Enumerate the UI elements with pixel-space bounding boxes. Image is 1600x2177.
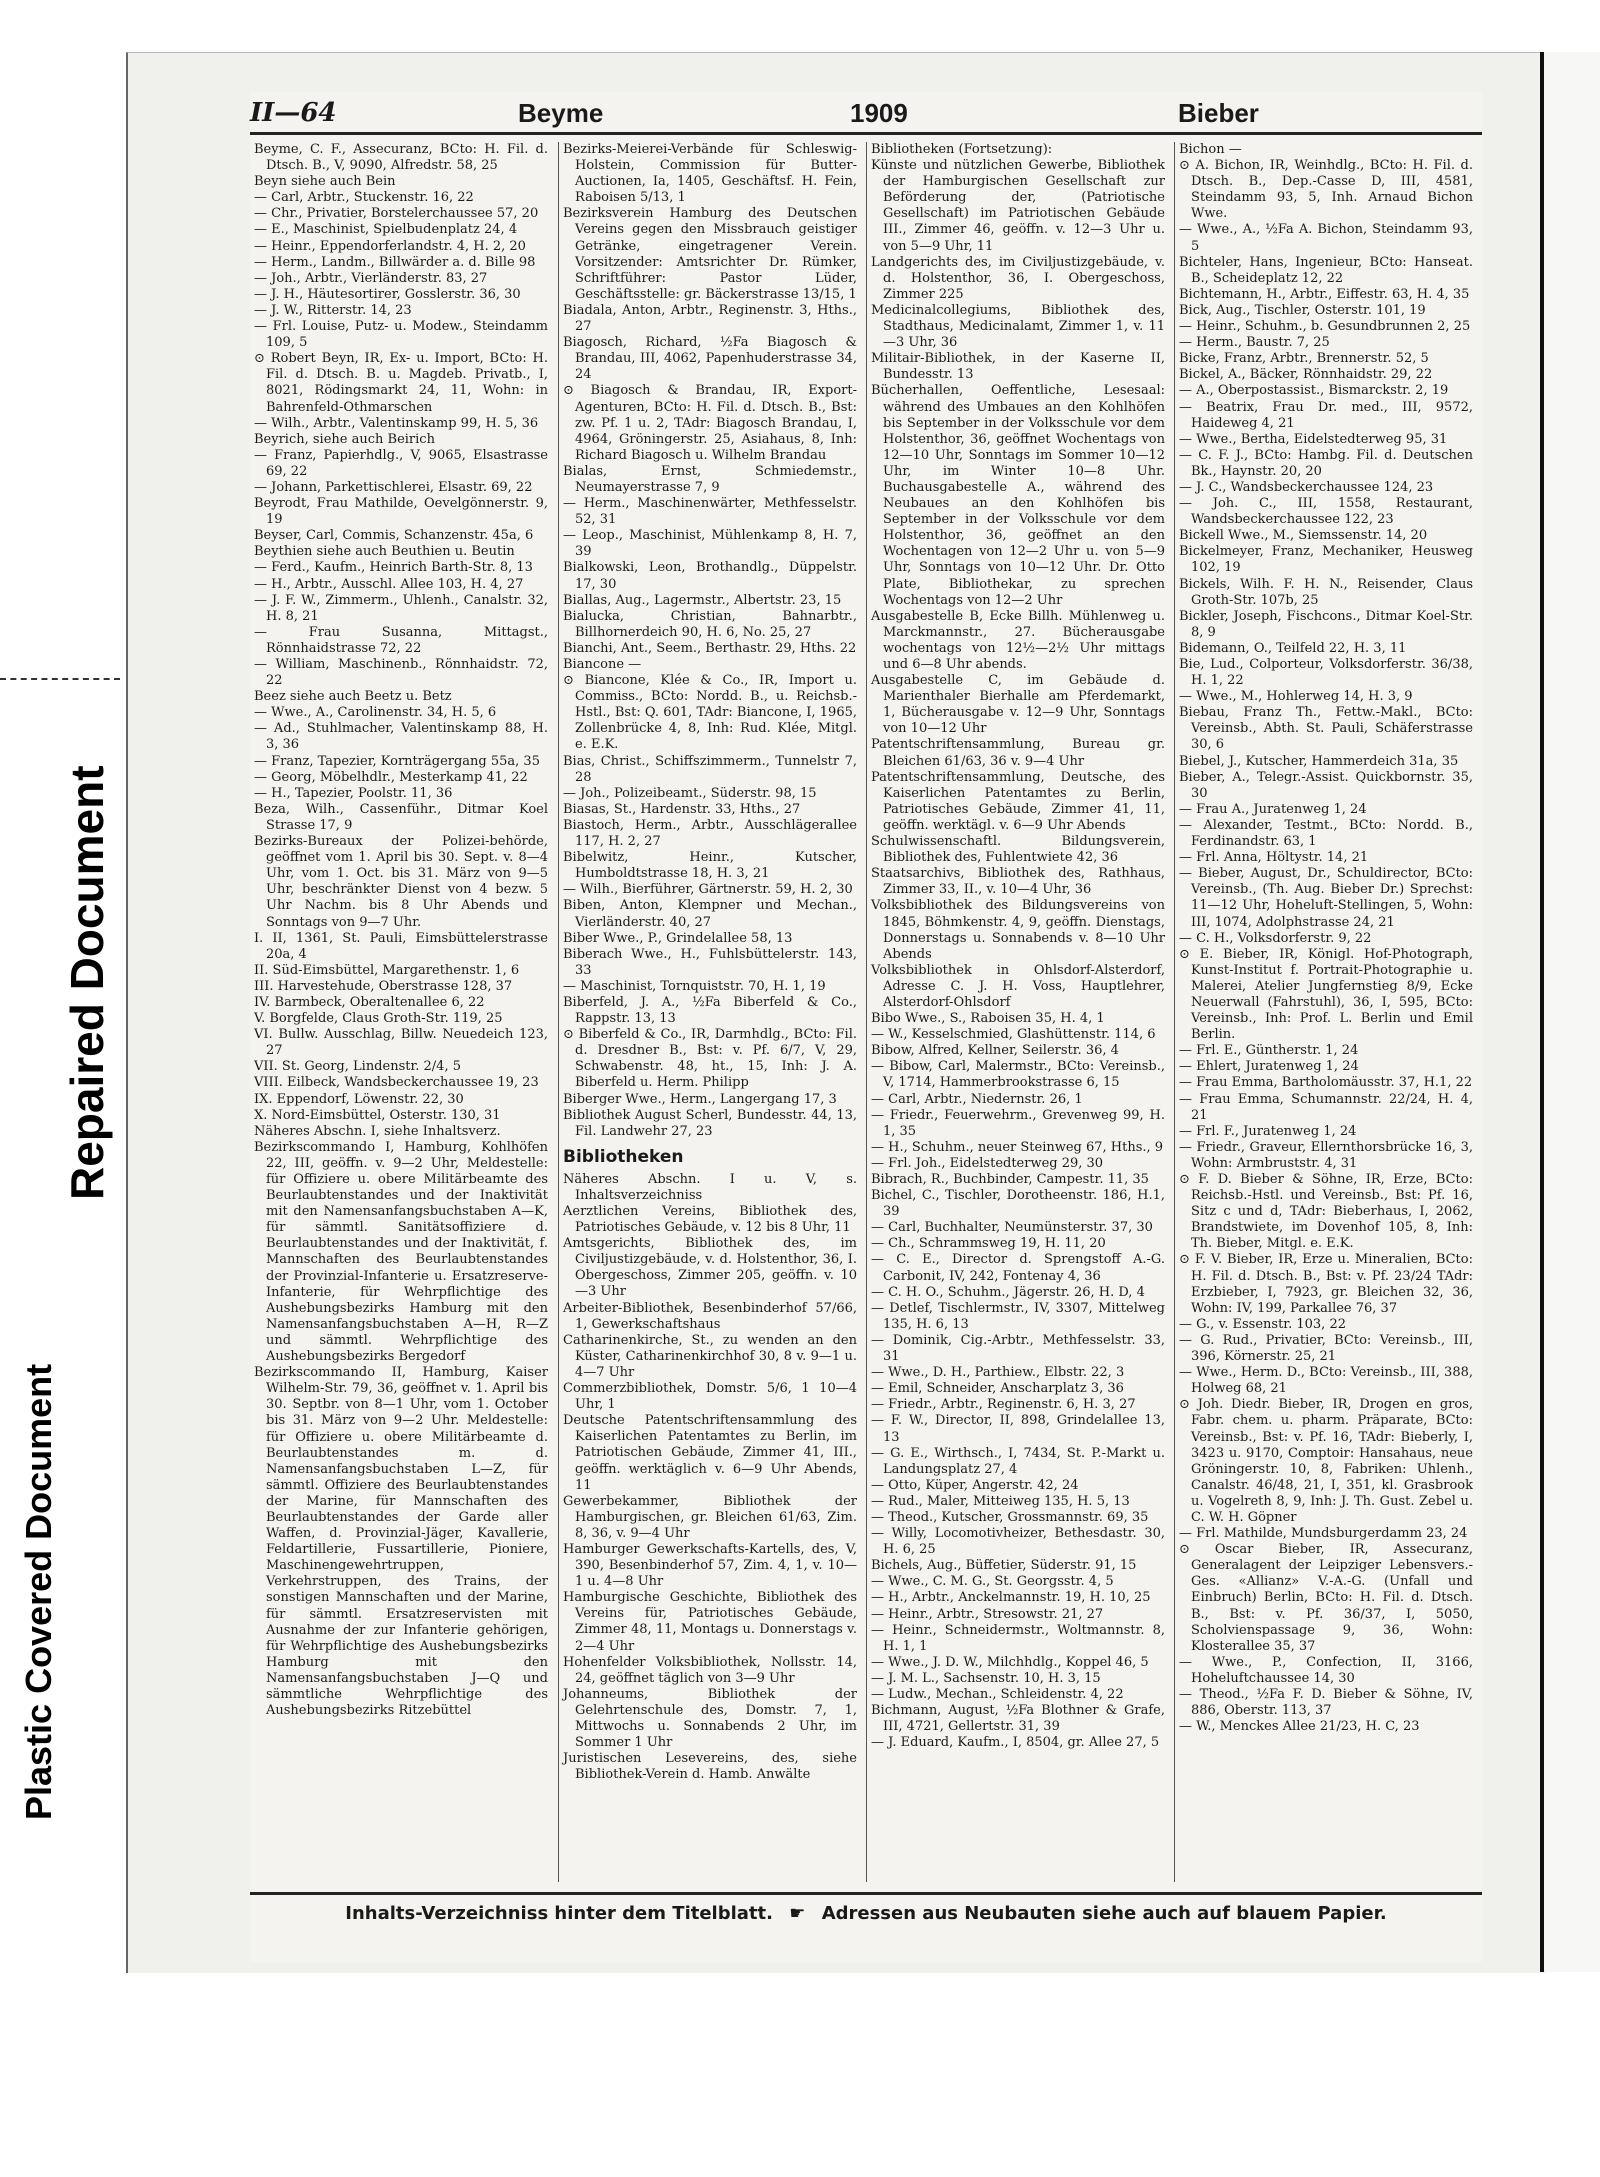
directory-entry: — Wwe., Bertha, Eidelstedterweg 95, 31 [1179, 431, 1448, 447]
directory-entry: Bickels, Wilh. F. H. N., Reisender, Claus Groth-Str. 107b, 25 [1179, 576, 1473, 608]
directory-entry: IX. Eppendorf, Löwenstr. 22, 30 [254, 1091, 464, 1107]
directory-entry: — Willy, Locomotivheizer, Bethesdastr. 30, H. 6, 25 [871, 1526, 1165, 1558]
directory-entry: Bibelwitz, Heinr., Kutscher, Humboldtstrasse 18, H. 3, 21 [563, 850, 857, 882]
directory-entry: ⊙ Biancone, Klée & Co., IR, Import u. Commiss., BCto: Nordd. B., u. Reichsb.-Hstl., Bst: Q. 601, TAdr: Biancone, I, 1965, Zollenbrücke 4, 8, Inh: Rud. Klée, Mitgl. e. E.K. [563, 673, 857, 753]
directory-entry: — J. F. W., Zimmerm., Uhlenh., Canalstr. 32, H. 8, 21 [254, 592, 548, 624]
directory-entry: Biebau, Franz Th., Fettw.-Makl., BCto: Vereinsb., Abth. St. Pauli, Schäferstrasse 30, 6 [1179, 705, 1473, 753]
directory-entry: Biagosch, Richard, ½Fa Biagosch & Brandau, III, 4062, Papenhuderstrasse 34, 24 [563, 335, 857, 383]
footer-new-addresses-note: Adressen aus Neubauten siehe auch auf blauem Papier. [821, 1903, 1387, 1924]
directory-entry: Medicinalcollegiums, Bibliothek des, Stadthaus, Medicinalamt, Zimmer 1, v. 11—3 Uhr, 36 [871, 302, 1165, 351]
directory-entry: Biben, Anton, Klempner und Mechan., Vierländerstr. 40, 27 [563, 898, 857, 930]
directory-entry: ⊙ Robert Beyn, IR, Ex- u. Import, BCto: H. Fil. d. Dtsch. B. u. Magdeb. Privatb., I, 8021, Rödingsmarkt 24, 11, Wohn: in Bahrenfeld-Othmarschen [254, 351, 548, 415]
cut-line [0, 678, 120, 680]
directory-entry: Amtsgerichts, Bibliothek des, im Civiljustizgebäude, v. d. Holstenthor, 36, I. Obergeschoss, Zimmer 205, geöffn. v. 10—3 Uhr [563, 1236, 857, 1300]
directory-entry: — Frl. Anna, Höltystr. 14, 21 [1179, 850, 1369, 866]
directory-entry: — Frl. Louise, Putz- u. Modew., Steindamm 109, 5 [254, 319, 548, 351]
directory-entry: Biallas, Aug., Lagermstr., Albertstr. 23, 15 [563, 592, 842, 608]
directory-entry: V. Borgfelde, Claus Groth-Str. 119, 25 [254, 1011, 503, 1027]
directory-entry: ⊙ F. D. Bieber & Söhne, IR, Erze, BCto: Reichsb.-Hstl. und Vereinsb., Bst: Pf. 16, Sitz c und d, TAdr: Bieberhaus, I, 2062, Brandstwiete, im Dovenhof 105, 8, Inh: Th. Bieber, Mitgl. e. E.K. [1179, 1172, 1473, 1252]
directory-entry: — Frau A., Juratenweg 1, 24 [1179, 801, 1367, 817]
directory-entry: Näheres Abschn. I u. V, s. Inhaltsverzeichniss [563, 1171, 857, 1203]
directory-entry: — Wwe., J. D. W., Milchhdlg., Koppel 46, 5 [871, 1654, 1149, 1670]
directory-entry: — Leop., Maschinist, Mühlenkamp 8, H. 7, 39 [563, 528, 857, 560]
directory-entry: — Wwe., D. H., Parthiew., Elbstr. 22, 3 [871, 1365, 1125, 1381]
directory-entry: Bezirks-Bureaux der Polizei-behörde, geöffnet vom 1. April bis 30. Sept. v. 8—4 Uhr, vom 1. Oct. bis 31. März von 9—5 Uhr, beschränkter Dienst von 4 bezw. 5 Uhr Nachm. bis 8 Uhr Abends und Sonntags von 9—7 Uhr. [254, 834, 548, 930]
directory-entry: — Detlef, Tischlermstr., IV, 3307, Mittelweg 135, H. 6, 13 [871, 1300, 1165, 1332]
directory-entry: Bezirkscommando I, Hamburg, Kohlhöfen 22, III, geöffn. v. 9—2 Uhr, Meldestelle: für Offiziere u. obere Militärbeamte des Beurlaubtenstandes und der Inaktivität mit den Namensanfangsbuchstaben A—K, für sämmtl. Sanitätsoffiziere d. Beurlaubtenstandes und der Inaktivität, f. Mannschaften des Beurlaubtenstandes der Provinzial-Infanterie u. Ersatzreserve-Infanterie, für Wehrpflichtige des Aushebungsbezirks Hamburg mit den Namensanfangsbuchstaben A—H, R—Z und sämmtl. Wehrpflichtige des Aushebungsbezirks Bergedorf [254, 1139, 548, 1365]
repaired-document-label: Repaired Document [61, 765, 113, 1200]
directory-entry: — C. H. O., Schuhm., Jägerstr. 26, H. D, 4 [871, 1284, 1145, 1300]
section-heading: Bibliotheken [563, 1146, 684, 1167]
directory-entry: Schulwissenschaftl. Bildungsverein, Bibliothek des, Fuhlentwiete 42, 36 [871, 834, 1165, 866]
directory-entry: — Franz, Papierhdlg., V, 9065, Elsastrasse 69, 22 [254, 447, 548, 479]
directory-entry: Bick, Aug., Tischler, Osterstr. 101, 19 [1179, 302, 1426, 318]
directory-entry: Künste und nützlichen Gewerbe, Bibliothek der Hamburgischen Gesellschaft zur Beförderung der, (Patriotische Gesellschaft) im Patriotischen Gebäude III., Zimmer 46, geöffn. v. 12—3 Uhr u. von 5—9 Uhr, 11 [871, 158, 1165, 254]
directory-entry: — A., Oberpostassist., Bismarckstr. 2, 19 [1179, 383, 1449, 399]
directory-entry: III. Harvestehude, Oberstrasse 128, 37 [254, 978, 513, 994]
directory-entry: Biebel, J., Kutscher, Hammerdeich 31a, 35 [1179, 753, 1459, 769]
directory-entry: — G. E., Wirthsch., I, 7434, St. P.-Markt u. Landungsplatz 27, 4 [871, 1445, 1165, 1477]
directory-entry: — Heinr., Schneidermstr., Woltmannstr. 8, H. 1, 1 [871, 1622, 1165, 1654]
directory-entry: Bichel, C., Tischler, Dorotheenstr. 186, H.1, 39 [871, 1188, 1165, 1220]
directory-entry: — Heinr., Arbtr., Stresowstr. 21, 27 [871, 1606, 1104, 1622]
directory-entry: Beyme, C. F., Assecuranz, BCto: H. Fil. d. Dtsch. B., V, 9090, Alfredstr. 58, 25 [254, 142, 548, 174]
directory-entry: Bücherhallen, Oeffentliche, Lesesaal: während des Umbaues an den Kohlhöfen bis September in der Volksschule vor dem Holstenthor, 36, geöffnet Wochentags von 12—10 Uhr, Sonntags im Sommer 10—12 Uhr, im Winter 10—8 Uhr. Buchausgabestelle A., während des Neubaues an den Kohlhöfen bis September in der Volksschule vor dem Holstenthor, 36, geöffnet an den Wochentagen von 12—2 Uhr u. von 5—9 Uhr, Sonntags von 10—12 Uhr. Dr. Otto Plate, Bibliothekar, zu sprechen Wochentags von 12—2 Uhr [871, 383, 1165, 608]
directory-entry: — Wwe., Herm. D., BCto: Vereinsb., III, 388, Holweg 68, 21 [1179, 1365, 1473, 1397]
directory-entry: — Frl. E., Güntherstr. 1, 24 [1179, 1043, 1359, 1059]
directory-entry: Beez siehe auch Beetz u. Betz [254, 689, 452, 705]
directory-entry: — Frl. Mathilde, Mundsburgerdamm 23, 24 [1179, 1526, 1468, 1542]
directory-entry: — Ferd., Kaufm., Heinrich Barth-Str. 8, 13 [254, 560, 533, 576]
directory-entry: Juristischen Lesevereins, des, siehe Bibliothek-Verein d. Hamb. Anwälte [563, 1751, 857, 1783]
entry-columns [250, 142, 1482, 1882]
directory-entry: Biber Wwe., P., Grindelallee 58, 13 [563, 930, 793, 946]
directory-entry: — H., Arbtr., Ausschl. Allee 103, H. 4, 27 [254, 576, 524, 592]
next-page-edge [1540, 52, 1600, 1972]
directory-entry: — Frl. Joh., Eidelstedterweg 29, 30 [871, 1155, 1104, 1171]
page-header [250, 92, 1482, 135]
directory-entry: Landgerichts des, im Civiljustizgebäude, v. d. Holstenthor, 36, I. Obergeschoss, Zimmer 225 [871, 254, 1165, 302]
directory-entry: — Carl, Buchhalter, Neumünsterstr. 37, 30 [871, 1220, 1153, 1236]
directory-entry: — G., v. Essenstr. 103, 22 [1179, 1316, 1346, 1332]
directory-entry: — Georg, Möbelhdlr., Mesterkamp 41, 22 [254, 769, 528, 785]
directory-entry: — Wwe., C. M. G., St. Georgsstr. 4, 5 [871, 1574, 1114, 1590]
header-first-name: Beyme [518, 98, 604, 128]
directory-entry: — William, Maschinenb., Rönnhaidstr. 72, 22 [254, 657, 548, 689]
directory-entry: Deutsche Patentschriftensammlung des Kaiserlichen Patentamtes zu Berlin, im Patriotischen Gebäude, Zimmer 41, III., geöffn. werktäglich v. 6—9 Uhr Abends, 11 [563, 1413, 857, 1493]
directory-entry: Arbeiter-Bibliothek, Besenbinderhof 57/66, 1, Gewerkschaftshaus [563, 1300, 857, 1332]
directory-entry: Johanneums, Bibliothek der Gelehrtenschule des, Domstr. 7, 1, Mittwochs u. Sonnabends 2 Uhr, im Sommer 1 Uhr [563, 1686, 857, 1751]
plastic-covered-label: Plastic Covered Document [18, 1363, 59, 1820]
page-number: II—64 [250, 98, 337, 128]
directory-entry: — J. C., Wandsbeckerchaussee 124, 23 [1179, 479, 1434, 495]
directory-entry: — J. W., Ritterstr. 14, 23 [254, 302, 412, 318]
column-3 [866, 142, 1169, 1882]
directory-entry: II. Süd-Eimsbüttel, Margarethenstr. 1, 6 [254, 962, 520, 978]
directory-entry: — Franz, Tapezier, Kornträgergang 55a, 35 [254, 753, 540, 769]
directory-entry: — J. H., Häutesortirer, Gosslerstr. 36, 30 [254, 286, 521, 302]
directory-entry: X. Nord-Eimsbüttel, Osterstr. 130, 31 [254, 1107, 501, 1123]
column-4 [1174, 142, 1477, 1882]
directory-entry: Bichon — [1179, 142, 1242, 157]
directory-entry: — Theod., Kutscher, Grossmannstr. 69, 35 [871, 1509, 1149, 1525]
directory-entry: I. II, 1361, St. Pauli, Eimsbüttelerstrasse 20a, 4 [254, 930, 548, 962]
directory-entry: — Wwe., A., Carolinenstr. 34, H. 5, 6 [254, 705, 497, 721]
directory-entry: ⊙ Joh. Diedr. Bieber, IR, Drogen en gros, Fabr. chem. u. pharm. Präparate, BCto: Vereinsb., Bst: v. Pf. 16, TAdr: Bieberly, I, 3423 u. 9170, Comptoir: Hansahaus, neue Gröningerstr. 10, 8, Fabriken: Uhlenh., Canalstr. 46/48, 21, I, 351, kl. Grasbrook u. Vogelreth 8, 9, Inh: J. Th. Gust. Zebel u. C. W. H. Göpner [1179, 1397, 1473, 1525]
directory-entry: — G. Rud., Privatier, BCto: Vereinsb., III, 396, Körnerstr. 25, 21 [1179, 1332, 1473, 1365]
directory-entry: Catharinenkirche, St., zu wenden an den Küster, Catharinenkirchhof 30, 8 v. 9—1 u. 4—7 Uhr [563, 1332, 857, 1380]
directory-entry: — Carl, Arbtr., Niedernstr. 26, 1 [871, 1091, 1083, 1107]
directory-entry: — Wwe., P., Confection, II, 3166, Hoheluftchaussee 14, 30 [1179, 1654, 1473, 1686]
directory-entry: Bibrach, R., Buchbinder, Campestr. 11, 35 [871, 1172, 1149, 1187]
directory-entry: — Joh., Arbtr., Vierländerstr. 83, 27 [254, 270, 488, 286]
directory-entry: ⊙ E. Bieber, IR, Königl. Hof-Photograph, Kunst-Institut f. Portrait-Photographie u. Malerei, Atelier Jungfernstieg 8/9, Ecke Neuerwall (Fahrstuhl), 36, I, 595, BCto: Vereinsb., Inh: Prof. L. Berlin und Emil Berlin. [1179, 946, 1473, 1043]
directory-entry: — Joh., Polizeibeamt., Süderstr. 98, 15 [563, 785, 817, 801]
directory-entry: Bibo Wwe., S., Raboisen 35, H. 4, 1 [871, 1011, 1105, 1027]
directory-entry: — Ch., Schrammsweg 19, H. 11, 20 [871, 1236, 1106, 1252]
directory-entry: — Carl, Arbtr., Stuckenstr. 16, 22 [254, 190, 474, 206]
directory-entry: Volksbibliothek in Ohlsdorf-Alsterdorf, Adresse C. J. H. Voss, Hauptlehrer, Alsterdorf-Ohlsdorf [871, 962, 1165, 1010]
header-year: 1909 [850, 98, 908, 128]
directory-entry: — E., Maschinist, Spielbudenplatz 24, 4 [254, 222, 518, 238]
directory-entry: — Frau Emma, Schumannstr. 22/24, H. 4, 21 [1179, 1091, 1473, 1123]
directory-entry: — Beatrix, Frau Dr. med., III, 9572, Haideweg 4, 21 [1179, 399, 1473, 431]
directory-entry: — Ad., Stuhlmacher, Valentinskamp 88, H. 3, 36 [254, 721, 548, 753]
directory-entry: Bichtemann, H., Arbtr., Eiffestr. 63, H. 4, 35 [1179, 286, 1470, 302]
directory-entry: ⊙ Biberfeld & Co., IR, Darmhdlg., BCto: Fil. d. Dresdner B., Bst: v. Pf. 6/7, V, 29, Schwabenstr. 48, ht., 15, Inh: J. A. Biberfeld u. Herm. Philipp [563, 1027, 857, 1091]
directory-entry: — Johann, Parkettischlerei, Elsastr. 69, 22 [254, 479, 533, 495]
directory-entry: ⊙ Biagosch & Brandau, IR, Export-Agenturen, BCto: H. Fil. d. Dtsch. B., Bst: zw. Pf. 1 u. 2, TAdr: Biagosch Brandau, I, 4964, Gröningerstr. 25, Asiahaus, 8, Inh: Richard Biagosch u. Wilhelm Brandau [563, 383, 857, 463]
directory-entry: Bialkowski, Leon, Brothandlg., Düppelstr. 17, 30 [563, 560, 857, 592]
directory-entry: Bickelmeyer, Franz, Mechaniker, Heusweg 102, 19 [1179, 544, 1473, 576]
directory-entry: ⊙ F. V. Bieber, IR, Erze u. Mineralien, BCto: H. Fil. d. Dtsch. B., Bst: v. Pf. 23/24 TAdr: Erzbieber, I, 7923, gr. Bleichen 32, 36, Wohn: IV, 199, Parkallee 76, 37 [1179, 1252, 1473, 1316]
directory-entry: Biastoch, Herm., Arbtr., Ausschlägerallee 117, H. 2, 27 [563, 817, 857, 850]
pointing-hand-icon: ☛ [789, 1903, 806, 1924]
page-footer [250, 1892, 1482, 1924]
directory-entry: Gewerbekammer, Bibliothek der Hamburgischen, gr. Bleichen 61/63, Zim. 8, 36, v. 9—4 Uhr [563, 1493, 857, 1541]
directory-entry: Volksbibliothek des Bildungsvereins von 1845, Böhmkenstr. 4, 9, geöffn. Dienstags, Donnerstags u. Sonnabends v. 8—10 Uhr Abends [871, 898, 1165, 962]
directory-entry: Näheres Abschn. I, siehe Inhaltsverz. [254, 1123, 501, 1139]
column-2 [558, 142, 861, 1882]
directory-entry: — Maschinist, Tornquiststr. 70, H. 1, 19 [563, 978, 826, 994]
directory-entry: — Theod., ½Fa F. D. Bieber & Söhne, IV, 886, Oberstr. 113, 37 [1179, 1687, 1473, 1719]
column-1 [250, 142, 552, 1882]
directory-entry: Bezirkscommando II, Hamburg, Kaiser Wilhelm-Str. 79, 36, geöffnet v. 1. April bis 30. Septbr. von 8—1 Uhr, vom 1. October bis 31. März von 9—2 Uhr. Meldestelle: für Offiziere u. obere Militärbeamte d. Beurlaubtenstandes m. d. Namensanfangsbuchstaben L—Z, für sämmtl. Offiziere des Beurlaubtenstandes der Marine, für Mannschaften des Beurlaubtenstandes der Garde aller Waffen, d. Provinzial-Jäger, Kavallerie, Feldartillerie, Fussartillerie, Pioniere, Maschinengewehrtruppen, Verkehrstruppen, des Trains, der sonstigen Mannschaften und der Marine, für sämmtl. Ersatzreservisten mit Ausnahme der zur Infanterie gehörigen, für Wehrpflichtige des Aushebungsbezirks Hamburg mit den Namensanfangsbuchstaben J—Q und sämmtliche Wehrpflichtige des Aushebungsbezirks Ritzebüttel [254, 1365, 548, 1719]
directory-entry: — Ehlert, Juratenweg 1, 24 [1179, 1059, 1359, 1075]
directory-entry: — H., Schuhm., neuer Steinweg 67, Hths., 9 [871, 1139, 1164, 1155]
directory-entry: — J. Eduard, Kaufm., I, 8504, gr. Allee 27, 5 [871, 1735, 1160, 1751]
directory-entry: Bieber, A., Telegr.-Assist. Quickbornstr. 35, 30 [1179, 769, 1473, 801]
directory-entry: — Emil, Schneider, Anscharplatz 3, 36 [871, 1381, 1124, 1397]
directory-entry: — C. F. J., BCto: Hambg. Fil. d. Deutschen Bk., Haynstr. 20, 20 [1179, 447, 1473, 479]
directory-entry: Hamburger Gewerkschafts-Kartells, des, V, 390, Besenbinderhof 57, Zim. 4, 1, v. 10—1 u. 4—8 Uhr [563, 1541, 857, 1590]
directory-entry: Beyrich, siehe auch Beirich [254, 431, 435, 447]
directory-page [250, 92, 1482, 1962]
directory-entry: Bianchi, Ant., Seem., Berthastr. 29, Hths. 22 [563, 640, 857, 656]
directory-entry: Beza, Wilh., Cassenführ., Ditmar Koel Strasse 17, 9 [254, 801, 548, 833]
directory-entry: — Herm., Baustr. 7, 25 [1179, 335, 1330, 351]
directory-entry: Bialucka, Christian, Bahnarbtr., Billhornerdeich 90, H. 6, No. 25, 27 [563, 608, 857, 640]
directory-entry: Beyser, Carl, Commis, Schanzenstr. 45a, 6 [254, 528, 534, 544]
directory-entry: — Joh. C., III, 1558, Restaurant, Wandsbeckerchaussee 122, 23 [1179, 496, 1473, 528]
directory-entry: Biberach Wwe., H., Fuhlsbüttelerstr. 143, 33 [563, 946, 857, 978]
directory-entry: Hohenfelder Volksbibliothek, Nollsstr. 14, 24, geöffnet täglich von 3—9 Uhr [563, 1654, 857, 1686]
directory-entry: Patentschriftensammlung, Bureau gr. Bleichen 61/63, 36 v. 9—4 Uhr [871, 737, 1165, 769]
directory-entry: Bickler, Joseph, Fischcons., Ditmar Koel-Str. 8, 9 [1179, 608, 1473, 640]
directory-entry: Bezirksverein Hamburg des Deutschen Vereins gegen den Missbrauch geistiger Getränke, eingetragener Verein. Vorsitzender: Amtsrichter Dr. Rümker, Schriftführer: Pastor Lüder, Geschäftsstelle: gr. Bäckerstrasse 13/15, 1 [563, 206, 857, 302]
directory-entry: — Rud., Maler, Mitteiweg 135, H. 5, 13 [871, 1493, 1130, 1509]
directory-entry: Bibliothek August Scherl, Bundesstr. 44, 13, Fil. Landwehr 27, 23 [563, 1107, 857, 1139]
directory-entry: — Wwe., M., Hohlerweg 14, H. 3, 9 [1179, 689, 1413, 705]
directory-entry: Commerzbibliothek, Domstr. 5/6, 1 10—4 Uhr, 1 [563, 1381, 857, 1413]
directory-entry: VI. Bullw. Ausschlag, Billw. Neuedeich 123, 27 [254, 1027, 548, 1059]
directory-entry: Militair-Bibliothek, in der Kaserne II, Bundesstr. 13 [871, 351, 1165, 383]
directory-entry: Bickel, A., Bäcker, Rönnhaidstr. 29, 22 [1179, 367, 1433, 383]
directory-entry: Beyn siehe auch Bein [254, 174, 396, 190]
directory-entry: — Heinr., Schuhm., b. Gesundbrunnen 2, 25 [1179, 319, 1471, 335]
directory-entry: ⊙ A. Bichon, IR, Weinhdlg., BCto: H. Fil. d. Dtsch. B., Dep.-Casse D, III, 4581, Steindamm 93, 5, Inh. Arnaud Bichon Wwe. [1179, 158, 1473, 222]
directory-entry: Bicke, Franz, Arbtr., Brennerstr. 52, 5 [1179, 351, 1429, 367]
directory-entry: — Frl. F., Juratenweg 1, 24 [1179, 1123, 1357, 1139]
header-last-name: Bieber [1178, 98, 1259, 128]
directory-entry: Biancone — [563, 657, 642, 672]
directory-entry: Biadala, Anton, Arbtr., Reginenstr. 3, Hths., 27 [563, 302, 857, 335]
directory-entry: IV. Barmbeck, Oberaltenallee 6, 22 [254, 994, 485, 1010]
directory-entry: Biberfeld, J. A., ½Fa Biberfeld & Co., Rappstr. 13, 13 [563, 994, 857, 1027]
directory-entry: Bichels, Aug., Büffetier, Süderstr. 91, 15 [871, 1558, 1137, 1574]
directory-entry: — Friedr., Arbtr., Reginenstr. 6, H. 3, 27 [871, 1397, 1136, 1413]
directory-entry: Bie, Lud., Colporteur, Volksdorferstr. 36/38, H. 1, 22 [1179, 657, 1473, 689]
footer-index-note: Inhalts-Verzeichniss hinter dem Titelblatt. [345, 1903, 773, 1924]
directory-entry: — Chr., Privatier, Borstelerchaussee 57, 20 [254, 206, 539, 222]
directory-entry: — Wilh., Arbtr., Valentinskamp 99, H. 5, 36 [254, 415, 539, 431]
directory-entry: — H., Arbtr., Anckelmannstr. 19, H. 10, 25 [871, 1590, 1151, 1606]
directory-entry: Bibow, Alfred, Kellner, Seilerstr. 36, 4 [871, 1043, 1119, 1059]
directory-entry: Patentschriftensammlung, Deutsche, des Kaiserlichen Patentamtes zu Berlin, Patriotisches Gebäude, Zimmer 41, 11, geöffn. werktägl. v. 6—9 Uhr Abends [871, 769, 1165, 833]
directory-entry: — Dominik, Cig.-Arbtr., Methfesselstr. 33, 31 [871, 1332, 1165, 1365]
directory-entry: Bickell Wwe., M., Siemssenstr. 14, 20 [1179, 528, 1428, 544]
directory-entry: Aerztlichen Vereins, Bibliothek des, Patriotisches Gebäude, v. 12 bis 8 Uhr, 11 [563, 1204, 857, 1236]
directory-entry: ⊙ Oscar Bieber, IR, Assecuranz, Generalagent der Leipziger Lebensvers.-Ges. «Allianz» V.-A.-G. (Unfall und Einbruch) Berlin, BCto: H. Fil. d. Dtsch. B., Bst: v. Pf. 36/37, I, 5050, Scholvienspassage 9, 36, Wohn: Klosterallee 35, 37 [1179, 1542, 1473, 1654]
directory-entry: Bias, Christ., Schiffszimmerm., Tunnelstr 7, 28 [563, 753, 857, 785]
directory-entry: — W., Kesselschmied, Glashüttenstr. 114, 6 [871, 1027, 1156, 1043]
directory-entry: Ausgabestelle B, Ecke Billh. Mühlenweg u. Marckmannstr., 27. Bücherausgabe wochentags von 12½—2½ Uhr mittags und 6—8 Uhr abends. [871, 608, 1165, 672]
directory-entry: — Frau Susanna, Mittagst., Rönnhaidstrasse 72, 22 [254, 624, 548, 656]
directory-entry: Biberger Wwe., Herm., Langergang 17, 3 [563, 1091, 837, 1107]
directory-entry: Beythien siehe auch Beuthien u. Beutin [254, 544, 515, 560]
directory-entry: VII. St. Georg, Lindenstr. 2/4, 5 [254, 1059, 461, 1075]
directory-entry: — Herm., Maschinenwärter, Methfesselstr. 52, 31 [563, 496, 857, 528]
directory-entry: Bichmann, August, ½Fa Blothner & Grafe, III, 4721, Gellertstr. 31, 39 [871, 1703, 1165, 1735]
directory-entry: — Frau Emma, Bartholomäusstr. 37, H.1, 22 [1179, 1075, 1473, 1091]
directory-entry: Bidemann, O., Teilfeld 22, H. 3, 11 [1179, 640, 1407, 656]
directory-entry: Hamburgische Geschichte, Bibliothek des Vereins für, Patriotisches Gebäude, Zimmer 48, 11, Montags u. Donnerstags v. 2—4 Uhr [563, 1590, 857, 1654]
directory-entry: Staatsarchivs, Bibliothek des, Rathhaus, Zimmer 33, II., v. 10—4 Uhr, 36 [871, 866, 1165, 898]
directory-entry: — Bieber, August, Dr., Schuldirector, BCto: Vereinsb., (Th. Aug. Bieber Dr.) Sprechst: 11—12 Uhr, Hoheluft-Stellingen, 5, Wohn: III, 1074, Adolphstrasse 24, 21 [1179, 866, 1473, 930]
directory-entry: — C. E., Director d. Sprengstoff A.-G. Carbonit, IV, 242, Fontenay 4, 36 [871, 1252, 1165, 1284]
directory-entry: — Otto, Küper, Angerstr. 42, 24 [871, 1477, 1079, 1493]
directory-entry: — Heinr., Eppendorferlandstr. 4, H. 2, 20 [254, 238, 526, 254]
scanner-margin [0, 0, 120, 2177]
directory-entry: — Wilh., Bierführer, Gärtnerstr. 59, H. 2, 30 [563, 882, 853, 898]
directory-entry: Bichteler, Hans, Ingenieur, BCto: Hanseat. B., Scheideplatz 12, 22 [1179, 254, 1473, 286]
directory-entry: Beyrodt, Frau Mathilde, Oevelgönnerstr. 9, 19 [254, 496, 548, 528]
directory-entry: — C. H., Volksdorferstr. 9, 22 [1179, 930, 1372, 946]
directory-entry: Bialas, Ernst, Schmiedemstr., Neumayerstrasse 7, 9 [563, 463, 857, 495]
directory-entry: — H., Tapezier, Poolstr. 11, 36 [254, 785, 453, 801]
directory-entry: — Ludw., Mechan., Schleidenstr. 4, 22 [871, 1687, 1124, 1702]
directory-entry: — Friedr., Feuerwehrm., Grevenweg 99, H. 1, 35 [871, 1107, 1165, 1139]
directory-entry: Bibliotheken (Fortsetzung): [871, 142, 1053, 157]
directory-entry: — F. W., Director, II, 898, Grindelallee 13, 13 [871, 1413, 1165, 1445]
directory-entry: Biasas, St., Hardenstr. 33, Hths., 27 [563, 801, 801, 817]
directory-entry: — Herm., Landm., Billwärder a. d. Bille 98 [254, 254, 536, 270]
directory-entry: Ausgabestelle C, im Gebäude d. Marienthaler Bierhalle am Pferdemarkt, 1, Bücherausgabe v. 12—9 Uhr, Sonntags von 10—12 Uhr [871, 673, 1165, 737]
directory-entry: — Friedr., Graveur, Ellernthorsbrücke 16, 3, Wohn: Armbruststr. 4, 31 [1179, 1139, 1473, 1171]
directory-entry: — Bibow, Carl, Malermstr., BCto: Vereinsb., V, 1714, Hammerbrookstrasse 6, 15 [871, 1059, 1165, 1091]
directory-entry: — Alexander, Testmt., BCto: Nordd. B., Ferdinandstr. 63, 1 [1179, 817, 1473, 850]
directory-entry: — J. M. L., Sachsenstr. 10, H. 3, 15 [871, 1670, 1101, 1686]
directory-entry: — Wwe., A., ½Fa A. Bichon, Steindamm 93, 5 [1179, 222, 1473, 254]
directory-entry: Bezirks-Meierei-Verbände für Schleswig-Holstein, Commission für Butter-Auctionen, Ia, 1405, Geschäftsf. H. Fein, Raboisen 5/13, 1 [563, 142, 857, 206]
directory-entry: VIII. Eilbeck, Wandsbeckerchaussee 19, 23 [254, 1075, 539, 1091]
directory-entry: — W., Menckes Allee 21/23, H. C, 23 [1179, 1719, 1420, 1735]
